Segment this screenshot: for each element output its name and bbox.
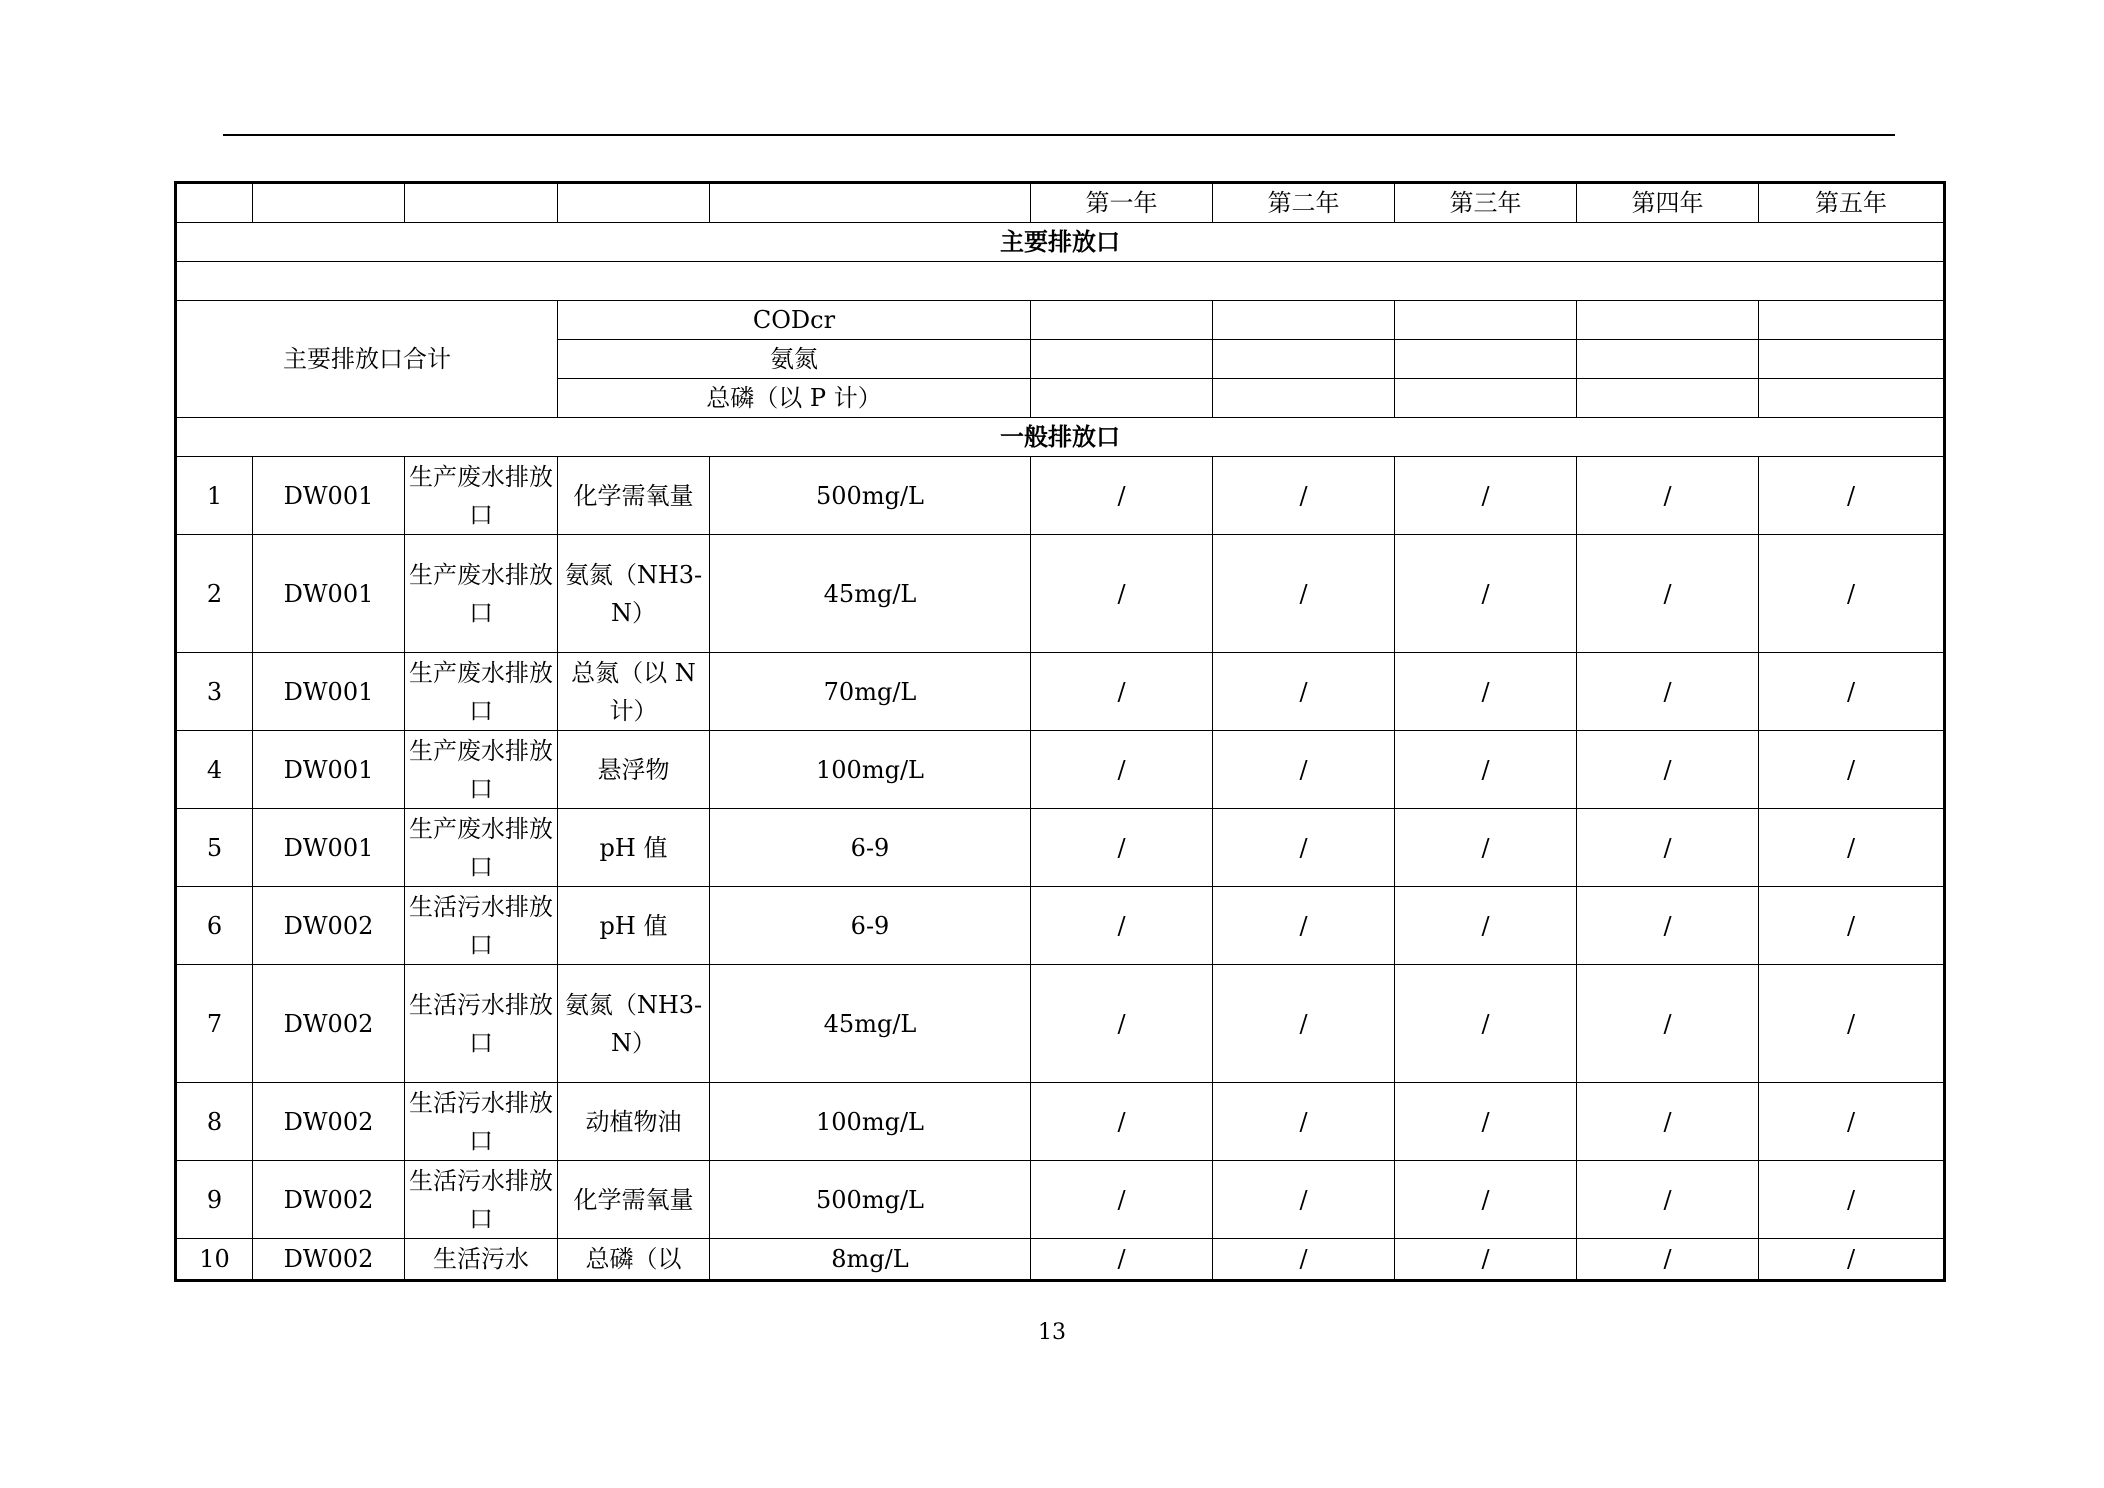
table-row [176, 731, 1945, 809]
year-value: / [1577, 1083, 1759, 1161]
year-value: / [1577, 731, 1759, 809]
outlet-type: 生产废水排放口 [405, 457, 558, 535]
year-value: / [1213, 1083, 1395, 1161]
header-cell-empty [253, 183, 405, 223]
row-number: 6 [176, 887, 253, 965]
main-total-label: 主要排放口合计 [176, 301, 558, 418]
year-value: / [1577, 653, 1759, 731]
value-cell [1395, 340, 1577, 379]
row-number: 8 [176, 1083, 253, 1161]
row-number: 2 [176, 535, 253, 653]
year-value: / [1577, 1161, 1759, 1239]
year-value: / [1395, 731, 1577, 809]
year-value: / [1031, 1083, 1213, 1161]
year-value: / [1577, 809, 1759, 887]
year-value: / [1395, 1239, 1577, 1281]
row-number: 9 [176, 1161, 253, 1239]
value-cell [1395, 301, 1577, 340]
year-value: / [1395, 965, 1577, 1083]
emission-limit: 6-9 [710, 809, 1031, 887]
outlet-code: DW001 [253, 731, 405, 809]
table-row [176, 535, 1945, 653]
year-header: 第三年 [1395, 183, 1577, 223]
year-value: / [1031, 887, 1213, 965]
pollutant-name: 动植物油 [558, 1083, 710, 1161]
outlet-code: DW002 [253, 965, 405, 1083]
emission-limit: 500mg/L [710, 457, 1031, 535]
year-value: / [1031, 965, 1213, 1083]
outlet-code: DW001 [253, 653, 405, 731]
year-value: / [1395, 535, 1577, 653]
header-cell-empty [710, 183, 1031, 223]
year-value: / [1395, 1083, 1577, 1161]
year-value: / [1577, 1239, 1759, 1281]
year-value: / [1213, 731, 1395, 809]
outlet-code: DW001 [253, 457, 405, 535]
year-value: / [1759, 731, 1945, 809]
year-value: / [1395, 887, 1577, 965]
table-row [176, 457, 1945, 535]
pollutant-name: 总氮（以 N 计） [558, 653, 710, 731]
year-value: / [1031, 1239, 1213, 1281]
header-cell-empty [176, 183, 253, 223]
year-value: / [1213, 1161, 1395, 1239]
year-value: / [1213, 809, 1395, 887]
outlet-type: 生活污水排放口 [405, 887, 558, 965]
table-header-row [176, 183, 1945, 223]
outlet-code: DW002 [253, 1083, 405, 1161]
year-value: / [1759, 965, 1945, 1083]
year-value: / [1395, 457, 1577, 535]
outlet-type: 生活污水 [405, 1239, 558, 1281]
value-cell [1031, 379, 1213, 418]
outlet-type: 生活污水排放口 [405, 1083, 558, 1161]
year-value: / [1577, 887, 1759, 965]
outlet-type: 生产废水排放口 [405, 535, 558, 653]
emission-limit: 45mg/L [710, 535, 1031, 653]
data-rows [176, 457, 1945, 1281]
year-value: / [1395, 1161, 1577, 1239]
value-cell [1759, 340, 1945, 379]
table-row [176, 1239, 1945, 1281]
year-value: / [1577, 965, 1759, 1083]
value-cell [1213, 301, 1395, 340]
year-value: / [1031, 653, 1213, 731]
value-cell [1031, 301, 1213, 340]
outlet-code: DW002 [253, 1239, 405, 1281]
year-value: / [1395, 653, 1577, 731]
outlet-type: 生产废水排放口 [405, 809, 558, 887]
emission-limit: 500mg/L [710, 1161, 1031, 1239]
row-number: 3 [176, 653, 253, 731]
row-number: 4 [176, 731, 253, 809]
main-total-pollutant: CODcr [558, 301, 1031, 340]
pollutant-name: 总磷（以 [558, 1239, 710, 1281]
row-number: 5 [176, 809, 253, 887]
year-header: 第五年 [1759, 183, 1945, 223]
value-cell [1031, 340, 1213, 379]
row-number: 7 [176, 965, 253, 1083]
pollutant-name: pH 值 [558, 809, 710, 887]
section-row-general [176, 418, 1945, 457]
table-row [176, 965, 1945, 1083]
emission-limit: 70mg/L [710, 653, 1031, 731]
table-row [176, 1083, 1945, 1161]
main-total-pollutant: 氨氮 [558, 340, 1031, 379]
value-cell [1759, 379, 1945, 418]
value-cell [1395, 379, 1577, 418]
outlet-code: DW001 [253, 535, 405, 653]
pollutant-name: 氨氮（NH3-N） [558, 535, 710, 653]
value-cell [1213, 340, 1395, 379]
emission-limit: 100mg/L [710, 731, 1031, 809]
outlet-type: 生产废水排放口 [405, 731, 558, 809]
year-value: / [1759, 809, 1945, 887]
outlet-type: 生活污水排放口 [405, 1161, 558, 1239]
year-value: / [1213, 653, 1395, 731]
blank-row [176, 262, 1945, 301]
pollutant-name: 化学需氧量 [558, 1161, 710, 1239]
year-value: / [1213, 535, 1395, 653]
pollutant-name: 氨氮（NH3-N） [558, 965, 710, 1083]
section-row-main [176, 223, 1945, 262]
row-number: 10 [176, 1239, 253, 1281]
header-cell-empty [558, 183, 710, 223]
emission-limit: 45mg/L [710, 965, 1031, 1083]
year-value: / [1759, 457, 1945, 535]
outlet-code: DW002 [253, 887, 405, 965]
year-value: / [1759, 1161, 1945, 1239]
emission-limit: 100mg/L [710, 1083, 1031, 1161]
year-value: / [1031, 1161, 1213, 1239]
year-value: / [1577, 457, 1759, 535]
outlet-type: 生产废水排放口 [405, 653, 558, 731]
year-value: / [1213, 887, 1395, 965]
pollutant-name: pH 值 [558, 887, 710, 965]
table-row [176, 887, 1945, 965]
year-value: / [1213, 457, 1395, 535]
year-value: / [1759, 887, 1945, 965]
year-value: / [1031, 809, 1213, 887]
row-number: 1 [176, 457, 253, 535]
year-value: / [1395, 809, 1577, 887]
pollutant-name: 悬浮物 [558, 731, 710, 809]
value-cell [1213, 379, 1395, 418]
year-value: / [1031, 731, 1213, 809]
main-total-row [176, 301, 1945, 340]
outlet-code: DW002 [253, 1161, 405, 1239]
table-row [176, 1161, 1945, 1239]
outlet-type: 生活污水排放口 [405, 965, 558, 1083]
year-value: / [1031, 535, 1213, 653]
year-value: / [1577, 535, 1759, 653]
outlet-code: DW001 [253, 809, 405, 887]
blank-cell [176, 262, 1945, 301]
year-header: 第二年 [1213, 183, 1395, 223]
year-value: / [1759, 1239, 1945, 1281]
year-value: / [1213, 965, 1395, 1083]
header-rule [223, 134, 1895, 136]
year-value: / [1759, 535, 1945, 653]
main-total-pollutant: 总磷（以 P 计） [558, 379, 1031, 418]
page-number: 13 [1038, 1320, 1066, 1345]
year-value: / [1031, 457, 1213, 535]
year-header: 第一年 [1031, 183, 1213, 223]
table-row [176, 809, 1945, 887]
pollutant-name: 化学需氧量 [558, 457, 710, 535]
value-cell [1759, 301, 1945, 340]
header-cell-empty [405, 183, 558, 223]
table-row [176, 653, 1945, 731]
emission-limit: 8mg/L [710, 1239, 1031, 1281]
emission-table [174, 181, 1946, 1282]
section-title-main: 主要排放口 [176, 223, 1945, 262]
year-value: / [1759, 1083, 1945, 1161]
section-title-general: 一般排放口 [176, 418, 1945, 457]
year-header: 第四年 [1577, 183, 1759, 223]
emission-limit: 6-9 [710, 887, 1031, 965]
value-cell [1577, 379, 1759, 418]
value-cell [1577, 340, 1759, 379]
value-cell [1577, 301, 1759, 340]
year-value: / [1759, 653, 1945, 731]
year-value: / [1213, 1239, 1395, 1281]
